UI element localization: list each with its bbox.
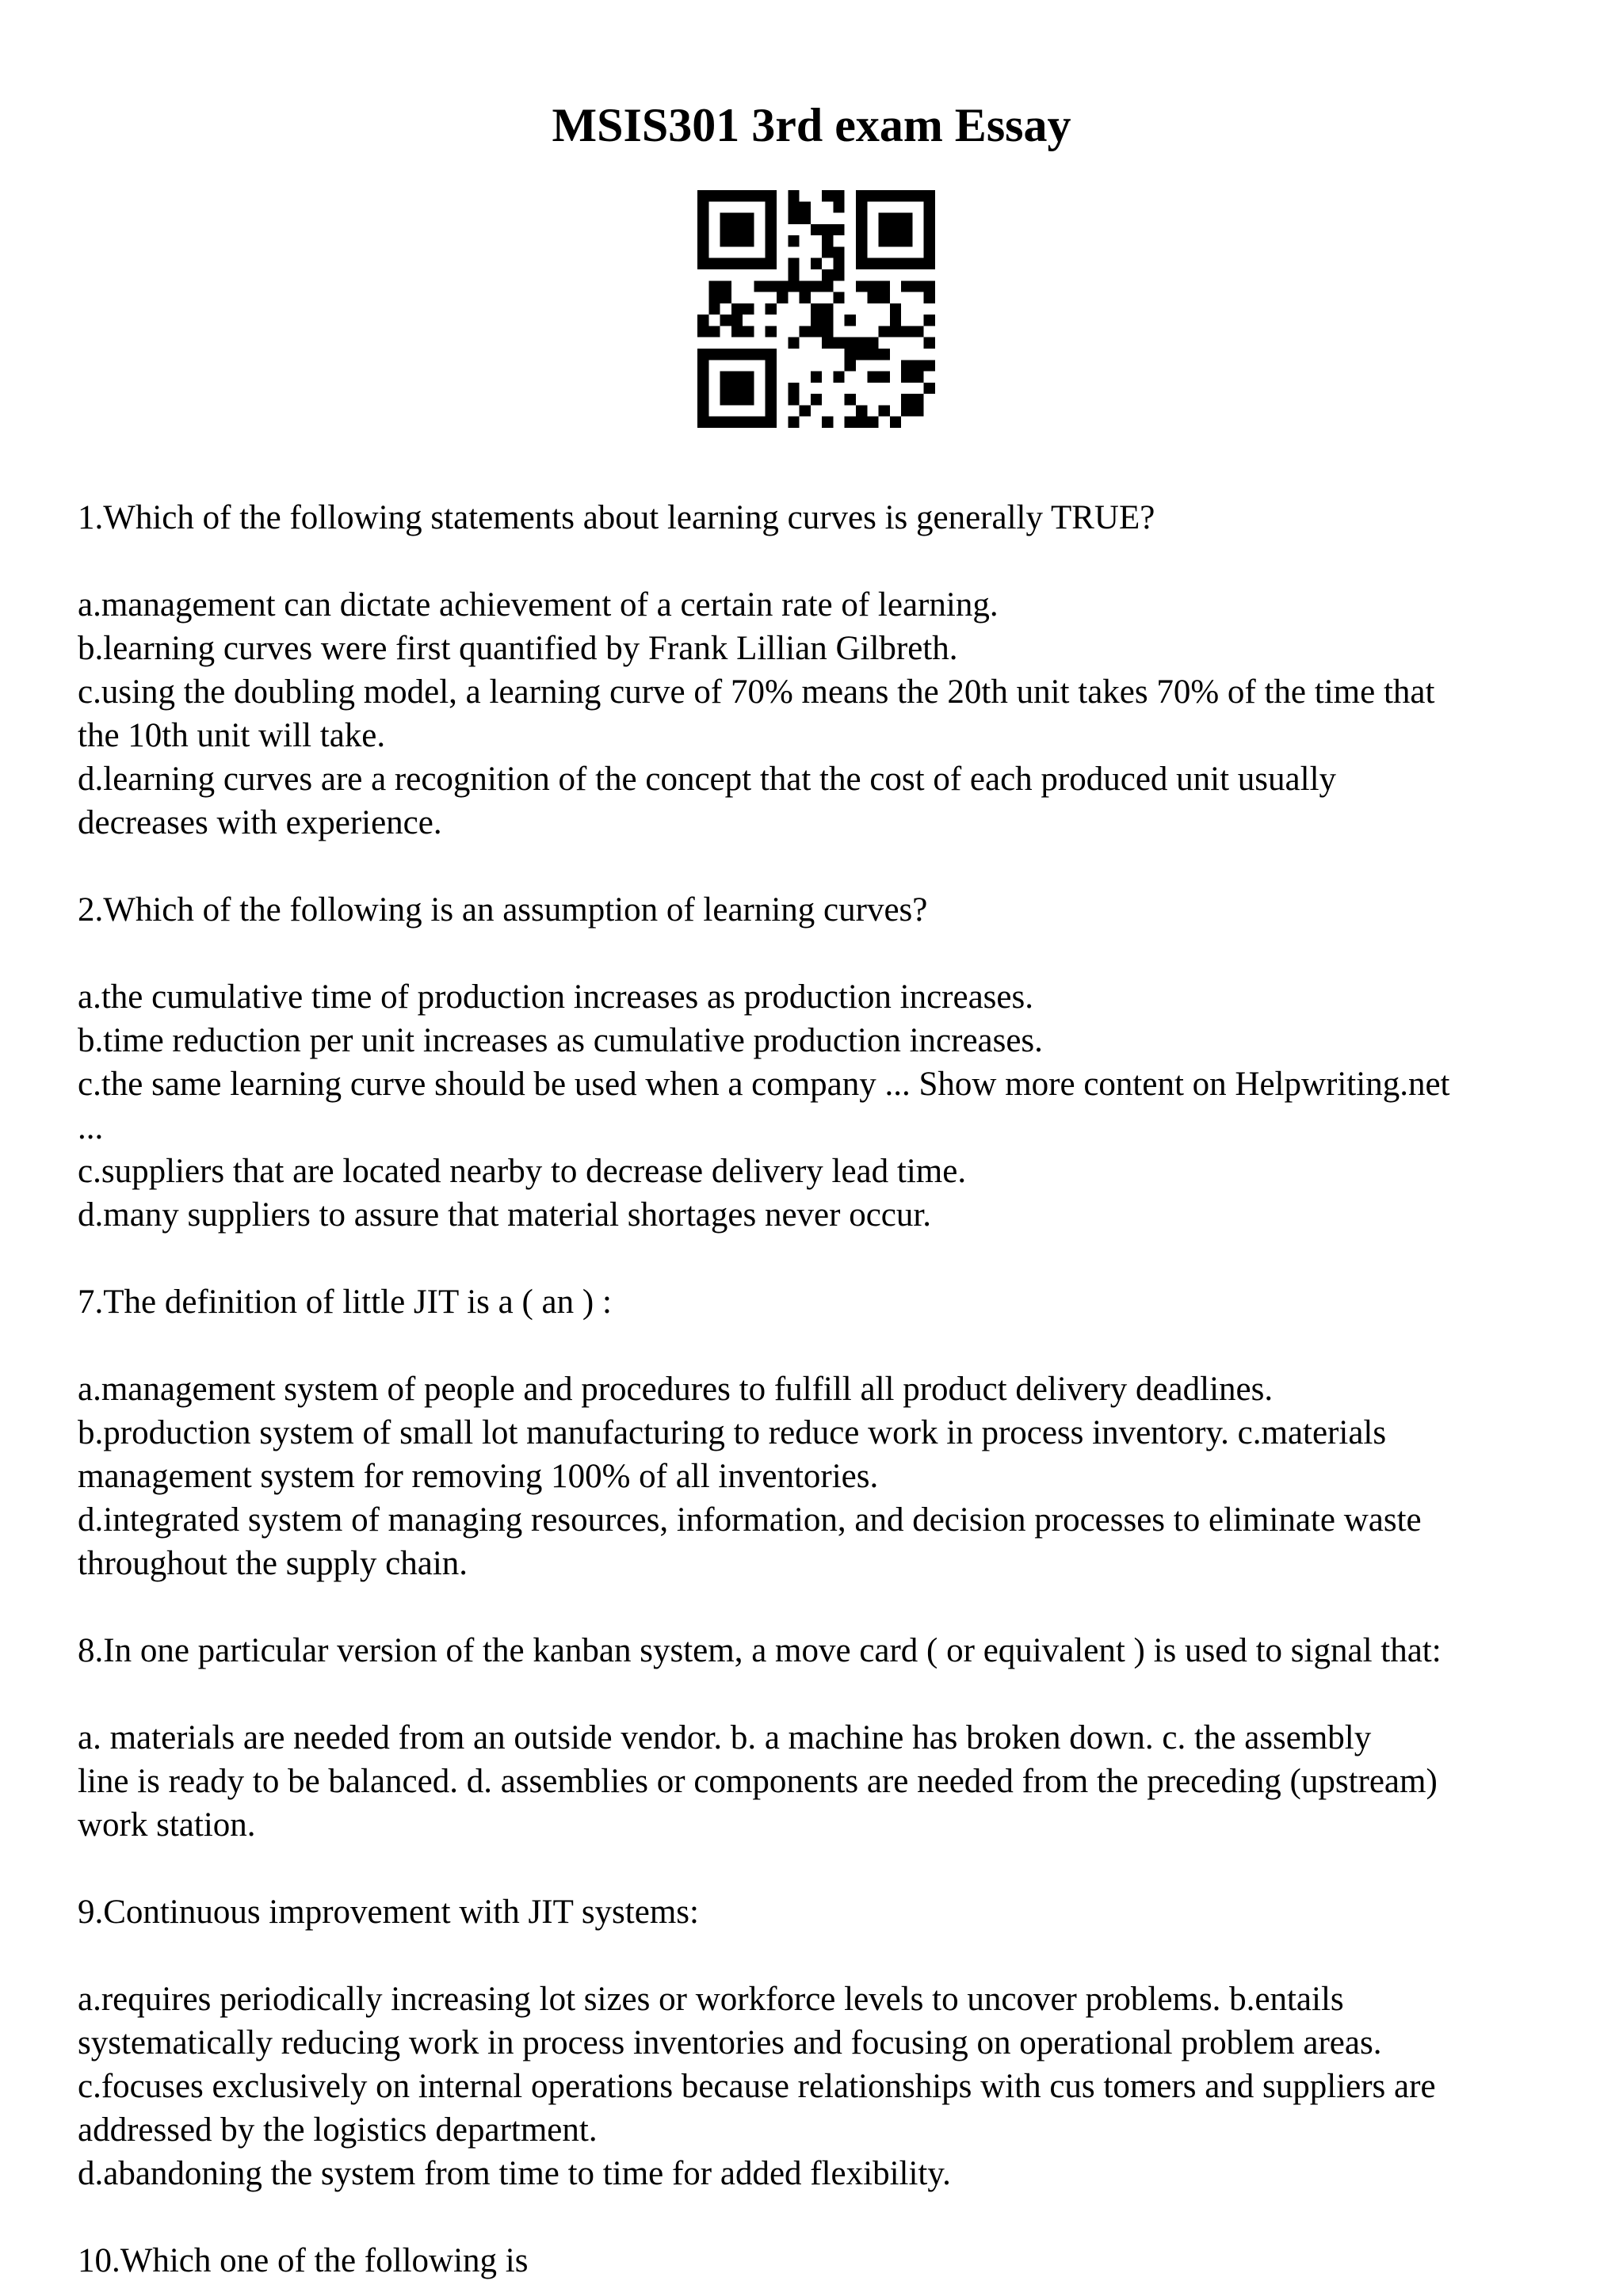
qr-module xyxy=(788,394,799,405)
answer-8-cont2: work station. xyxy=(78,1806,256,1844)
qr-module xyxy=(845,394,856,405)
qr-module xyxy=(924,383,935,394)
qr-module xyxy=(777,280,788,292)
qr-module xyxy=(879,213,890,224)
qr-module xyxy=(720,235,731,246)
qr-module xyxy=(766,372,777,383)
qr-module xyxy=(766,224,777,235)
qr-module xyxy=(833,246,844,257)
qr-module xyxy=(901,213,912,224)
qr-module xyxy=(856,405,867,416)
qr-module xyxy=(697,213,708,224)
answer-7b: b.production system of small lot manufacturing to reduce work in process inventory. c.materials xyxy=(78,1414,1387,1451)
qr-module xyxy=(890,315,901,326)
answer-1a: a.management can dictate achievement of a certain rate of learning. xyxy=(78,586,999,624)
qr-module xyxy=(697,383,708,394)
answer-2c-show-more: c.the same learning curve should be used when a company ... Show more content on Helpwriting.net xyxy=(78,1066,1450,1103)
qr-module xyxy=(901,258,912,269)
answer-8-cont: line is ready to be balanced. d. assemblies or components are needed from the preceding (upstream) xyxy=(78,1763,1438,1800)
qr-module xyxy=(708,349,720,360)
qr-module xyxy=(697,258,708,269)
qr-module xyxy=(788,190,799,201)
qr-module xyxy=(708,280,720,292)
qr-module xyxy=(822,235,833,246)
qr-module xyxy=(754,190,765,201)
qr-module xyxy=(800,326,811,337)
document-body xyxy=(78,496,1583,2283)
qr-module xyxy=(720,280,731,292)
qr-module xyxy=(924,258,935,269)
qr-module xyxy=(697,326,708,337)
question-1: 1.Which of the following statements about learning curves is generally TRUE? xyxy=(78,499,1155,536)
qr-module xyxy=(890,326,901,337)
qr-module xyxy=(822,190,833,201)
qr-module xyxy=(822,315,833,326)
qr-module xyxy=(788,338,799,349)
qr-module xyxy=(800,280,811,292)
qr-module xyxy=(856,235,867,246)
answer-1b: b.learning curves were first quantified by Frank Lillian Gilbreth. xyxy=(78,630,958,667)
qr-module xyxy=(731,224,743,235)
qr-module xyxy=(822,269,833,280)
qr-module xyxy=(788,417,799,428)
qr-module xyxy=(766,190,777,201)
answer-1d: d.learning curves are a recognition of the concept that the cost of each produced unit usually xyxy=(78,761,1337,798)
spacer xyxy=(78,1585,1583,1629)
answer-1c-cont: the 10th unit will take. xyxy=(78,717,386,754)
spacer xyxy=(78,1324,1583,1367)
qr-module xyxy=(912,394,923,405)
qr-module xyxy=(924,235,935,246)
qr-module xyxy=(720,394,731,405)
qr-module xyxy=(766,394,777,405)
qr-module xyxy=(867,417,878,428)
question-2: 2.Which of the following is an assumption of learning curves? xyxy=(78,891,928,929)
qr-module xyxy=(788,280,799,292)
qr-module xyxy=(879,280,890,292)
qr-module xyxy=(743,258,754,269)
qr-module xyxy=(845,360,856,371)
qr-module xyxy=(697,315,708,326)
qr-module xyxy=(924,280,935,292)
qr-module xyxy=(867,349,878,360)
qr-module xyxy=(731,213,743,224)
qr-module xyxy=(856,258,867,269)
qr-module xyxy=(731,372,743,383)
answer-7d: d.integrated system of managing resources, information, and decision processes to eliminate waste xyxy=(78,1501,1422,1539)
qr-module xyxy=(833,338,844,349)
qr-module xyxy=(822,326,833,337)
qr-module xyxy=(697,246,708,257)
qr-module xyxy=(743,326,754,337)
qr-module xyxy=(890,224,901,235)
qr-module xyxy=(743,213,754,224)
ellipsis: ... xyxy=(78,1109,104,1146)
qr-module xyxy=(822,338,833,349)
qr-module xyxy=(879,405,890,416)
qr-module xyxy=(901,405,912,416)
qr-module xyxy=(879,349,890,360)
qr-module xyxy=(856,213,867,224)
qr-module xyxy=(743,303,754,315)
qr-module xyxy=(833,269,844,280)
qr-module xyxy=(720,383,731,394)
qr-module xyxy=(766,201,777,212)
qr-module xyxy=(811,326,822,337)
qr-module xyxy=(912,405,923,416)
qr-module xyxy=(743,417,754,428)
qr-module xyxy=(731,315,743,326)
qr-module xyxy=(856,190,867,201)
document-title: MSIS301 3rd exam Essay xyxy=(552,99,1071,151)
qr-module xyxy=(720,224,731,235)
qr-module xyxy=(890,303,901,315)
qr-module xyxy=(766,235,777,246)
qr-module xyxy=(924,224,935,235)
qr-module xyxy=(731,303,743,315)
qr-module xyxy=(743,394,754,405)
answer-6c: c.suppliers that are located nearby to decrease delivery lead time. xyxy=(78,1153,967,1190)
qr-module xyxy=(901,372,912,383)
answer-7d-cont: throughout the supply chain. xyxy=(78,1545,468,1582)
qr-module xyxy=(697,235,708,246)
qr-module xyxy=(924,190,935,201)
qr-module xyxy=(731,394,743,405)
qr-module xyxy=(766,303,777,315)
qr-module xyxy=(754,417,765,428)
qr-module xyxy=(720,190,731,201)
qr-module xyxy=(708,292,720,303)
qr-module xyxy=(879,224,890,235)
answer-9a: a.requires periodically increasing lot sizes or workforce levels to uncover problems. b.entails xyxy=(78,1981,1344,2018)
qr-module xyxy=(890,213,901,224)
qr-module xyxy=(890,235,901,246)
qr-module xyxy=(720,292,731,303)
qr-module xyxy=(879,235,890,246)
qr-module xyxy=(833,258,844,269)
qr-module xyxy=(766,360,777,371)
answer-9d: d.abandoning the system from time to time for added flexibility. xyxy=(78,2155,951,2192)
qr-code-icon xyxy=(697,190,935,428)
qr-module xyxy=(833,201,844,212)
qr-module xyxy=(743,349,754,360)
spacer xyxy=(78,932,1583,975)
qr-module xyxy=(901,190,912,201)
qr-module xyxy=(697,360,708,371)
qr-module xyxy=(743,235,754,246)
qr-module xyxy=(697,405,708,416)
qr-module xyxy=(879,372,890,383)
qr-module xyxy=(766,405,777,416)
qr-module xyxy=(833,292,844,303)
qr-module xyxy=(731,326,743,337)
qr-module xyxy=(697,224,708,235)
qr-module xyxy=(777,292,788,303)
qr-module xyxy=(879,258,890,269)
qr-module xyxy=(811,224,822,235)
qr-module xyxy=(890,417,901,428)
qr-module xyxy=(743,224,754,235)
question-9: 9.Continuous improvement with JIT systems: xyxy=(78,1894,699,1931)
qr-module xyxy=(788,383,799,394)
qr-module xyxy=(731,349,743,360)
answer-9b-cont: systematically reducing work in process inventories and focusing on operational problem areas. xyxy=(78,2024,1382,2061)
qr-module xyxy=(912,372,923,383)
qr-module xyxy=(845,315,856,326)
qr-module xyxy=(901,235,912,246)
qr-module xyxy=(856,280,867,292)
spacer xyxy=(78,1237,1583,1280)
qr-module xyxy=(766,383,777,394)
qr-module xyxy=(811,394,822,405)
question-8: 8.In one particular version of the kanban system, a move card ( or equivalent ) is used to signal that: xyxy=(78,1632,1442,1669)
qr-module xyxy=(924,201,935,212)
qr-module xyxy=(822,280,833,292)
qr-module xyxy=(867,372,878,383)
qr-module xyxy=(720,349,731,360)
qr-module xyxy=(754,349,765,360)
qr-module xyxy=(912,360,923,371)
qr-module xyxy=(731,190,743,201)
qr-module xyxy=(743,190,754,201)
qr-module xyxy=(697,394,708,405)
qr-module xyxy=(856,349,867,360)
qr-module xyxy=(708,417,720,428)
qr-module xyxy=(800,292,811,303)
qr-module xyxy=(901,224,912,235)
answer-7c-cont: management system for removing 100% of all inventories. xyxy=(78,1458,879,1495)
spacer xyxy=(78,845,1583,888)
qr-module xyxy=(788,269,799,280)
qr-module xyxy=(766,417,777,428)
qr-module xyxy=(720,372,731,383)
qr-module xyxy=(879,292,890,303)
qr-module xyxy=(867,280,878,292)
qr-module xyxy=(766,258,777,269)
qr-module xyxy=(743,383,754,394)
qr-module xyxy=(924,360,935,371)
qr-module xyxy=(867,258,878,269)
qr-module xyxy=(800,201,811,212)
qr-module xyxy=(879,190,890,201)
qr-module xyxy=(811,303,822,315)
qr-module xyxy=(901,394,912,405)
answer-6d: d.many suppliers to assure that material shortages never occur. xyxy=(78,1196,932,1234)
qr-module xyxy=(788,201,799,212)
qr-module xyxy=(856,417,867,428)
qr-module xyxy=(697,417,708,428)
qr-module xyxy=(822,417,833,428)
qr-module xyxy=(800,405,811,416)
qr-module xyxy=(708,190,720,201)
qr-module xyxy=(811,258,822,269)
qr-module xyxy=(901,280,912,292)
qr-module xyxy=(720,213,731,224)
qr-module xyxy=(697,372,708,383)
qr-module xyxy=(754,258,765,269)
spacer xyxy=(78,1847,1583,1890)
qr-module xyxy=(720,258,731,269)
qr-module xyxy=(890,190,901,201)
qr-module xyxy=(788,213,799,224)
answer-7a: a.management system of people and procedures to fulfill all product delivery deadlines. xyxy=(78,1371,1274,1408)
qr-module xyxy=(788,258,799,269)
qr-module xyxy=(708,326,720,337)
answer-9c-cont: addressed by the logistics department. xyxy=(78,2111,598,2149)
qr-module xyxy=(833,190,844,201)
qr-module xyxy=(845,349,856,360)
qr-module xyxy=(720,315,731,326)
qr-module xyxy=(766,280,777,292)
qr-module xyxy=(731,417,743,428)
qr-module xyxy=(845,417,856,428)
qr-module xyxy=(867,338,878,349)
qr-module xyxy=(867,190,878,201)
qr-module xyxy=(890,258,901,269)
spacer xyxy=(78,1672,1583,1716)
qr-module xyxy=(822,303,833,315)
qr-module xyxy=(708,258,720,269)
qr-module xyxy=(856,201,867,212)
qr-module xyxy=(731,383,743,394)
qr-module xyxy=(697,190,708,201)
qr-module xyxy=(811,372,822,383)
answer-1d-cont: decreases with experience. xyxy=(78,804,442,841)
qr-module xyxy=(731,235,743,246)
qr-module xyxy=(833,224,844,235)
answer-1c: c.using the doubling model, a learning curve of 70% means the 20th unit takes 70% of the time that xyxy=(78,673,1435,711)
qr-module xyxy=(697,201,708,212)
qr-module xyxy=(811,280,822,292)
qr-module xyxy=(924,213,935,224)
qr-module xyxy=(867,292,878,303)
qr-module xyxy=(856,246,867,257)
qr-module xyxy=(901,326,912,337)
answer-8a: a. materials are needed from an outside vendor. b. a machine has broken down. c. the assembly xyxy=(78,1719,1372,1756)
qr-module xyxy=(811,315,822,326)
spacer xyxy=(78,1934,1583,1978)
qr-module xyxy=(766,349,777,360)
qr-module xyxy=(731,258,743,269)
qr-module xyxy=(901,360,912,371)
qr-module xyxy=(766,213,777,224)
qr-module xyxy=(924,338,935,349)
question-7: 7.The definition of little JIT is a ( an ) : xyxy=(78,1283,612,1321)
qr-module xyxy=(856,224,867,235)
qr-module xyxy=(856,338,867,349)
qr-module xyxy=(822,224,833,235)
qr-module xyxy=(879,326,890,337)
qr-module xyxy=(766,326,777,337)
spacer xyxy=(78,540,1583,583)
qr-module xyxy=(766,246,777,257)
answer-9c: c.focuses exclusively on internal operations because relationships with cus tomers and suppliers are xyxy=(78,2068,1436,2105)
qr-module xyxy=(924,246,935,257)
qr-module xyxy=(743,372,754,383)
qr-module xyxy=(788,235,799,246)
qr-module xyxy=(708,303,720,315)
qr-module xyxy=(912,280,923,292)
qr-module xyxy=(833,372,844,383)
answer-2b: b.time reduction per unit increases as cumulative production increases. xyxy=(78,1022,1043,1059)
qr-module xyxy=(924,292,935,303)
qr-module xyxy=(912,258,923,269)
qr-module xyxy=(754,280,765,292)
spacer xyxy=(78,2195,1583,2239)
qr-module xyxy=(800,213,811,224)
qr-module xyxy=(912,326,923,337)
qr-module xyxy=(720,417,731,428)
qr-module xyxy=(912,190,923,201)
question-10: 10.Which one of the following is xyxy=(78,2242,529,2279)
qr-module xyxy=(924,315,935,326)
qr-module xyxy=(822,246,833,257)
qr-module xyxy=(845,338,856,349)
answer-2a: a.the cumulative time of production increases as production increases. xyxy=(78,978,1033,1016)
qr-module xyxy=(697,349,708,360)
